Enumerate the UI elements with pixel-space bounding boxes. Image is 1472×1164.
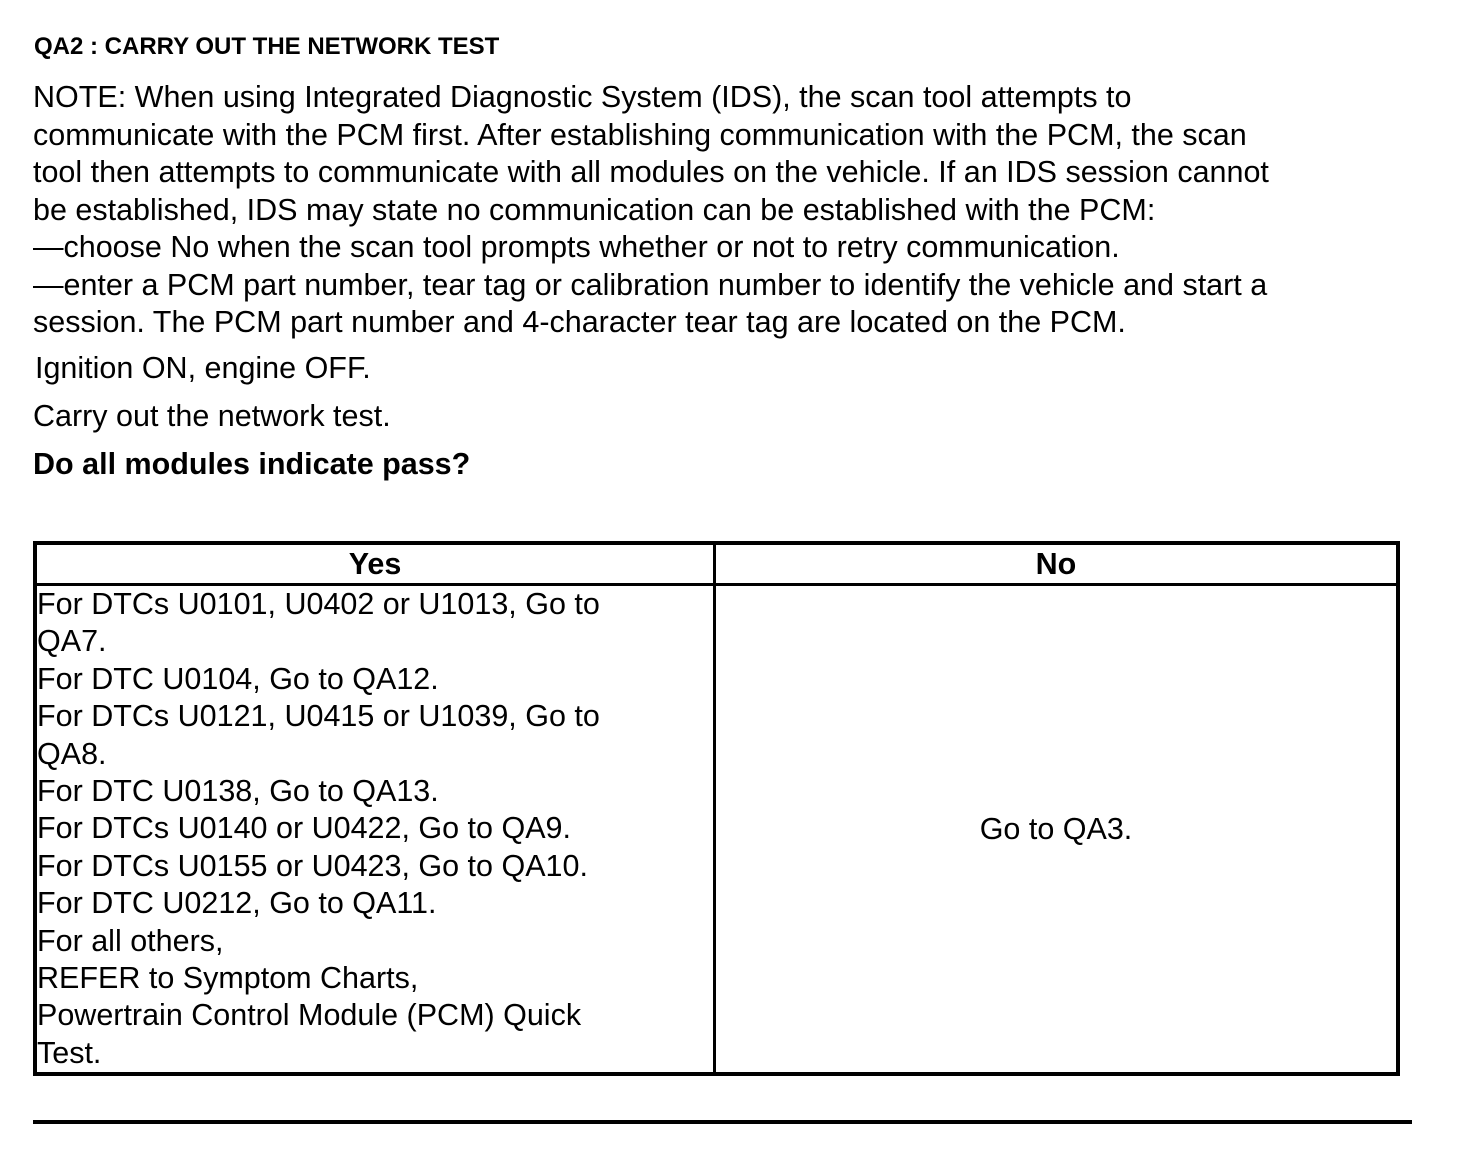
yes-cell (35, 585, 715, 1075)
bottom-divider (33, 1120, 1412, 1124)
decision-table (33, 541, 1400, 1076)
yes-action-line: Test. (37, 1035, 102, 1070)
decision-question: Do all modules indicate pass? (33, 447, 471, 481)
step-heading: QA2 : CARRY OUT THE NETWORK TEST (34, 33, 500, 60)
yes-action-line: For DTC U0212, Go to QA11. (37, 886, 437, 921)
yes-action-line: For DTCs U0155 or U0423, Go to QA10. (37, 848, 588, 883)
yes-action-line: For DTCs U0140 or U0422, Go to QA9. (37, 811, 571, 846)
yes-action-line: QA7. (37, 624, 107, 659)
yes-column-header: Yes (35, 543, 715, 585)
note-line: tool then attempts to communicate with all modules on the vehicle. If an IDS session cannot (33, 155, 1269, 189)
yes-action-line: For DTC U0138, Go to QA13. (37, 774, 439, 809)
yes-action-line: REFER to Symptom Charts, (37, 961, 419, 996)
yes-action-line: For DTCs U0101, U0402 or U1013, Go to (37, 587, 600, 621)
no-column-header: No (715, 543, 1399, 585)
note-line: communicate with the PCM first. After establishing communication with the PCM, the scan (33, 117, 1247, 152)
note-line: —enter a PCM part number, tear tag or calibration number to identify the vehicle and start a (33, 267, 1268, 302)
no-cell: Go to QA3. (715, 585, 1399, 1075)
yes-action-line: For all others, (37, 923, 224, 958)
yes-action-line: QA8. (37, 736, 107, 771)
instruction-ignition: Ignition ON, engine OFF. (35, 351, 371, 385)
note-line: NOTE: When using Integrated Diagnostic System (IDS), the scan tool attempts to (33, 80, 1132, 114)
note-line: be established, IDS may state no communication can be established with the PCM: (33, 192, 1156, 227)
yes-action-line: For DTCs U0121, U0415 or U1039, Go to (37, 699, 600, 734)
yes-action-line: Powertrain Control Module (PCM) Quick (37, 998, 582, 1033)
instruction-network-test: Carry out the network test. (33, 399, 391, 433)
note-line: —choose No when the scan tool prompts whether or not to retry communication. (33, 230, 1120, 264)
note-line: session. The PCM part number and 4-character tear tag are located on the PCM. (33, 305, 1126, 339)
yes-action-line: For DTC U0104, Go to QA12. (37, 661, 439, 696)
note-paragraph (33, 79, 1433, 342)
